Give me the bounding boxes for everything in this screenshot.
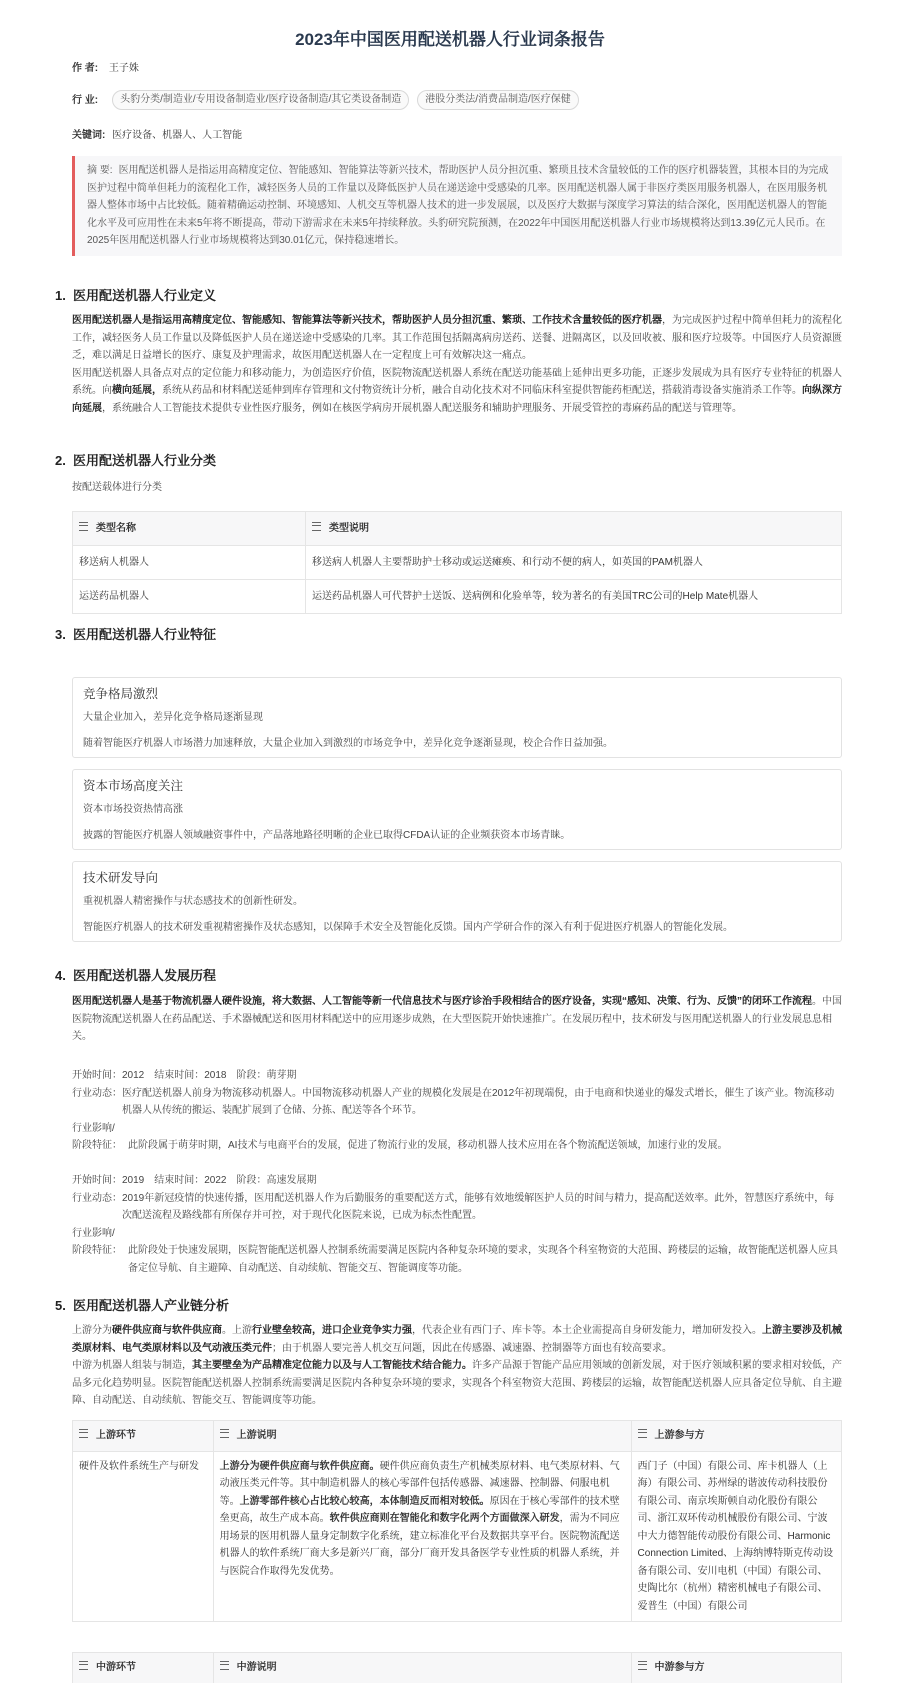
stage-phase: 阶段：高速发展期 bbox=[236, 1175, 317, 1186]
section-number: 5. bbox=[55, 1298, 66, 1313]
body-text: 。上游 bbox=[222, 1325, 252, 1336]
dynamic-label: 行业动态： bbox=[72, 1192, 122, 1204]
body-text: ，需为不同应用场景的医用机器人量身定制数字化系统，建立标准化平台及数据共享平台。医院物流配送机器人的软件系统厂商大多是新兴厂商，部分厂商开发具备医学专业性质的机器人系统，并与医院合作取得先发优势。 bbox=[219, 1513, 620, 1577]
table-cell: 运送药品机器人可代替护士送饭、送病例和化验单等，较为著名的有美国TRC公司的Help Mate机器人 bbox=[305, 580, 841, 613]
stage-end: 结束时间：2018 bbox=[154, 1070, 227, 1081]
section-number: 3. bbox=[55, 627, 66, 642]
header-label: 上游环节 bbox=[96, 1430, 136, 1441]
card-description: 披露的智能医疗机器人领域融资事件中，产品落地路径明晰的企业已取得CFDA认证的企业频获资本市场青睐。 bbox=[83, 830, 571, 841]
body-text: 。中国医院物流配送机器人在药品配送、手术器械配送和医用材料配送中的应用逐步成熟，在大型医院开始快速推广。在发展历程中，技术研发与医用配送机器人的行业发展息息相关。 bbox=[72, 996, 842, 1042]
menu-icon bbox=[220, 1661, 229, 1670]
stage-feature bbox=[72, 1137, 842, 1155]
dynamic-text: 2019年新冠疫情的快速传播，医用配送机器人作为后勤服务的重要配送方式，能够有效地缓解医护人员的时间与精力，提高配送效率。此外，智慧医疗系统中，每次配送流程及路线都有所保存并可控，对于现代化医院来说，已成为标杰性配置。 bbox=[122, 1192, 835, 1221]
body-text: ；由于机器人要完善人机交互问题，因此在传感器、减速器、控制器等方面也有较高要求。 bbox=[272, 1342, 672, 1354]
stage-dynamic bbox=[72, 1190, 842, 1225]
menu-icon bbox=[79, 1661, 88, 1670]
body-text: 医用配送机器人具备点对点的定位能力和移动能力，为创造医疗价值，医院物流配送机器人系统在配送功能基础上延伸出更多功能，正逐步发展成为具有医疗专业特征的机器人系统。向 bbox=[72, 367, 842, 396]
feature-label: 阶段特征： bbox=[72, 1245, 122, 1256]
section-title: 医用配送机器人行业分类 bbox=[73, 453, 217, 468]
feature-text: 此阶段属于萌芽时期，AI技术与电商平台的发展，促进了物流行业的发展，移动机器人技术应用在各个物流配送领域，加速行业的发展。 bbox=[128, 1140, 728, 1151]
body-text: ，代表企业有西门子、库卡等。本土企业需提高自身研发能力，增加研发投入。 bbox=[412, 1325, 762, 1336]
feature-card bbox=[72, 677, 842, 758]
section-title: 医用配送机器人发展历程 bbox=[73, 968, 217, 983]
table-cell: 硬件及软件系统生产与研发 bbox=[79, 1460, 199, 1472]
section-title: 医用配送机器人行业特征 bbox=[73, 627, 217, 642]
industry-tag[interactable]: 港股分类法/消费品制造/医疗保健 bbox=[417, 90, 579, 110]
menu-icon bbox=[638, 1661, 647, 1670]
menu-icon bbox=[79, 1429, 88, 1438]
bold-text: 行业壁垒较高，进口企业竞争实力强 bbox=[252, 1325, 412, 1336]
report-title: 2023年中国医用配送机器人行业词条报告 bbox=[295, 30, 605, 49]
table-header-row bbox=[73, 1421, 841, 1451]
dynamic-label: 行业动态： bbox=[72, 1087, 122, 1099]
bold-text: 横向延展， bbox=[112, 385, 162, 396]
industry-tag[interactable]: 头豹分类/制造业/专用设备制造业/医疗设备制造/其它类设备制造 bbox=[112, 90, 409, 110]
dynamic-text: 医疗配送机器人前身为物流移动机器人。中国物流移动机器人产业的规模化发展是在2012年初现端倪，由于电商和快递业的爆发式增长，催生了该产业。物流移动机器人从传统的搬运、装配扩展到了仓储、分拣、配送等各个环节。 bbox=[122, 1087, 835, 1116]
classification-table bbox=[72, 511, 842, 614]
card-title: 资本市场高度关注 bbox=[83, 779, 184, 793]
section-number: 1. bbox=[55, 288, 66, 303]
section-heading bbox=[55, 1296, 229, 1316]
table-header-cell[interactable] bbox=[305, 512, 841, 545]
keywords-label: 关键词: bbox=[72, 130, 106, 141]
card-subtitle: 资本市场投资热情高涨 bbox=[83, 804, 183, 815]
author-name: 王子姝 bbox=[108, 63, 139, 74]
feature-label: 阶段特征： bbox=[72, 1140, 122, 1151]
bold-text: 医用配送机器人是基于物流机器人硬件设施，将大数据、人工智能等新一代信息技术与医疗诊治手段相结合的医疗设备，实现“感知、决策、行为、反馈”的闭环工作流程 bbox=[72, 996, 812, 1007]
author-label: 作 者: bbox=[72, 63, 99, 74]
card-title: 竞争格局激烈 bbox=[83, 687, 159, 701]
section-paragraph bbox=[72, 1322, 842, 1410]
stage-header bbox=[72, 1172, 842, 1190]
section-title: 医用配送机器人行业定义 bbox=[73, 288, 217, 303]
section-heading bbox=[55, 966, 216, 986]
header-label: 中游环节 bbox=[96, 1662, 136, 1673]
keywords-line bbox=[72, 127, 242, 144]
table-cell: 西门子（中国）有限公司、库卡机器人（上海）有限公司、苏州绿的谐波传动科技股份有限公司、南京埃斯顿自动化股份有限公司、浙江双环传动机械股份有限公司、宁波中大力德智能传动股份有限公司、Harmonic Connection Limited、上海纳博特斯克传动设备有限公司、安川电机（中国）有限公司、史陶比尔（杭州）精密机械电子有限公司、爱普生（中国）有限公司 bbox=[631, 1452, 841, 1622]
feature-card bbox=[72, 861, 842, 942]
abstract-text: 医用配送机器人是指运用高精度定位、智能感知、智能算法等新兴技术，帮助医护人员分担沉重、繁琐且技术含量较低的工作的医疗机器装置，其根本目的为完成医护过程中简单但耗力的流程化工作，减轻医务人员的工作量以及降低医护人员在递送途中受感染的几率。医用配送机器人属于非医疗类医用服务机器人，在医用服务机器人整体市场中占比较低。随着精确运动控制、环境感知、人机交互等机器人技术的进一步发展展，以及医疗大数据与深度学习算法的结合深化，医用配送机器人的智能化水平及可应用性在未来5年将不断提高，带动下游需求在未来5年持续释放。头豹研究院预测，在2022年中国医用配送机器人行业市场规模将达到13.39亿元人民币。在2025年医用配送机器人行业市场规模将达到30.01亿元，保持稳速增长。 bbox=[87, 165, 829, 246]
header-label: 中游参与方 bbox=[654, 1662, 705, 1673]
menu-icon bbox=[79, 522, 88, 531]
stage-end: 结束时间：2022 bbox=[154, 1175, 227, 1186]
stage-feature bbox=[72, 1242, 842, 1277]
author-line bbox=[72, 60, 139, 77]
table-row bbox=[73, 579, 841, 613]
section-subtitle: 按配送载体进行分类 bbox=[72, 482, 162, 493]
body-text: 系统从药品和材料配送延伸到库存管理和文付物资统计分析，融合自动化技术对不同临床科室提供智能药柜配送，搭载消毒设备实施消杀工作等。 bbox=[162, 385, 802, 396]
stage-start: 开始时间：2019 bbox=[72, 1175, 145, 1186]
bold-text: 其主要壁垒为产品精准定位能力以及与人工智能技术结合能力。 bbox=[192, 1360, 472, 1371]
section-heading bbox=[55, 625, 216, 645]
body-text: 硬件供应商负责生产机械类原材料、电气类原材料、气动液压类元件等。其中制造机器人的核心零部件包括传感器、减速器、控制器、伺服电机等。 bbox=[219, 1460, 620, 1507]
section-paragraph bbox=[72, 312, 842, 417]
body-text: 中游为机器人组装与制造， bbox=[72, 1360, 192, 1371]
section-paragraph bbox=[72, 993, 842, 1046]
bold-text: 软件供应商则在智能化和数字化两个方面做深入研发 bbox=[329, 1513, 560, 1524]
section-title: 医用配送机器人产业链分析 bbox=[73, 1298, 230, 1313]
table-row bbox=[73, 545, 841, 579]
header-label: 上游参与方 bbox=[654, 1430, 705, 1441]
table-header-cell[interactable] bbox=[73, 512, 305, 545]
body-text: ，为完成医护过程中简单但耗力的流程化工作，减轻医务人员工作量以及降低医护人员在递送途中受感染的几率。其工作范围包括隔离病房送药、送餐、进隔离区，以及回收被、服和医疗垃圾等。中国医疗人员资源匮乏，难以满足日益增长的医疗、康复及护理需求，故医用配送机器人在一定程度上可有效解决这一痛点。 bbox=[72, 315, 842, 361]
timeline-stage bbox=[72, 1172, 842, 1277]
stage-header bbox=[72, 1067, 842, 1085]
card-subtitle: 重视机器人精密操作与状态感技术的创新性研发。 bbox=[83, 896, 303, 907]
bold-text: 向纵深方向延展 bbox=[72, 385, 842, 414]
bold-text: 上游零部件核心占比较心较高，本体制造反而相对较低。 bbox=[239, 1495, 490, 1507]
feature-text: 此阶段处于快速发展期，医院智能配送机器人控制系统需要满足医院内各种复杂环境的要求，实现各个科室物资的大范围、跨楼层的运输，故智能配送机器人应具备定位导航、自主避障、自动配送、自动续航、智能交互、智能调度等功能。 bbox=[128, 1245, 838, 1274]
section-number: 4. bbox=[55, 968, 66, 983]
bold-text: 医用配送机器人是指运用高精度定位、智能感知、智能算法等新兴技术，帮助医护人员分担沉重、繁琐、工作技术含量较低的医疗机器 bbox=[72, 315, 662, 326]
table-header-cell[interactable] bbox=[73, 1421, 213, 1451]
feature-card bbox=[72, 769, 842, 850]
card-subtitle: 大量企业加入，差异化竞争格局逐渐显现 bbox=[83, 712, 263, 723]
card-title: 技术研发导向 bbox=[83, 871, 159, 885]
bold-text: 硬件供应商与软件供应商 bbox=[112, 1325, 222, 1336]
table-header-row bbox=[73, 512, 841, 545]
card-description: 智能医疗机器人的技术研发重视精密操作及状态感知，以保障手术安全及智能化反馈。国内产学研合作的深入有利于促进医疗机器人的智能化发展。 bbox=[83, 922, 733, 933]
stage-dynamic bbox=[72, 1085, 842, 1120]
body-text: 原因在于核心零部件的技术壁垒更高，故生产成本高。 bbox=[219, 1495, 620, 1524]
bold-text: 上游主要涉及机械类原材料、电气类原材料以及气动液压类元件 bbox=[72, 1325, 842, 1354]
table-header-cell[interactable] bbox=[631, 1421, 841, 1451]
table-row bbox=[73, 1451, 841, 1622]
table-header-cell[interactable] bbox=[213, 1653, 631, 1683]
table-cell: 运送药品机器人 bbox=[79, 591, 149, 602]
table-cell: 移送病人机器人 bbox=[79, 557, 149, 568]
header-label: 类型名称 bbox=[96, 523, 136, 534]
timeline-stage bbox=[72, 1067, 842, 1155]
bold-text: 上游分为硬件供应商与软件供应商。 bbox=[219, 1460, 380, 1472]
menu-icon bbox=[638, 1429, 647, 1438]
body-text: 上游分为 bbox=[72, 1325, 112, 1336]
upstream-table bbox=[72, 1420, 842, 1622]
abstract-box bbox=[72, 156, 842, 256]
midstream-table bbox=[72, 1652, 842, 1683]
table-cell: 移送病人机器人主要帮助护士移动或运送瘫痪、和行动不便的病人，如英国的PAM机器人 bbox=[305, 546, 841, 579]
header-label: 类型说明 bbox=[329, 523, 369, 534]
header-label: 上游说明 bbox=[236, 1430, 277, 1441]
table-header-cell[interactable] bbox=[631, 1653, 841, 1683]
section-heading bbox=[55, 451, 216, 471]
menu-icon bbox=[312, 522, 321, 531]
section-heading bbox=[55, 286, 216, 306]
stage-phase: 阶段：萌芽期 bbox=[236, 1070, 297, 1081]
table-cell bbox=[213, 1452, 631, 1622]
section-number: 2. bbox=[55, 453, 66, 468]
impact-label: 行业影响/ bbox=[72, 1122, 115, 1134]
industry-label: 行 业: bbox=[72, 94, 99, 106]
body-text: 许多产品源于智能产品应用领域的创新发展，对于医疗领域积累的要求相对较低，产品多元化趋势明显。医院智能配送机器人控制系统需要满足医院内各种复杂环境的要求，实现各个科室物资大范围、跨楼层的运输，故智能配送机器人应具备定位导航、自主避障、自动配送、自动续航、智能交互、智能调度等功能。 bbox=[72, 1360, 842, 1406]
body-text: ，系统融合人工智能技术提供专业性医疗服务，例如在核医学病房开展机器人配送服务和辅助护理服务、开展受管控的毒麻药品的配送与管理等。 bbox=[102, 402, 742, 414]
table-header-cell[interactable] bbox=[213, 1421, 631, 1451]
keywords-value: 医疗设备、机器人、人工智能 bbox=[112, 130, 243, 141]
table-header-cell[interactable] bbox=[73, 1653, 213, 1683]
header-label: 中游说明 bbox=[236, 1662, 277, 1673]
industry-line bbox=[72, 90, 587, 110]
menu-icon bbox=[220, 1429, 229, 1438]
table-header-row bbox=[73, 1653, 841, 1683]
card-description: 随着智能医疗机器人市场潜力加速释放，大量企业加入到激烈的市场竞争中，差异化竞争逐渐显现，校企合作日益加强。 bbox=[83, 738, 613, 749]
impact-label: 行业影响/ bbox=[72, 1227, 115, 1239]
stage-start: 开始时间：2012 bbox=[72, 1070, 145, 1081]
abstract-label: 摘 要: bbox=[87, 165, 113, 176]
